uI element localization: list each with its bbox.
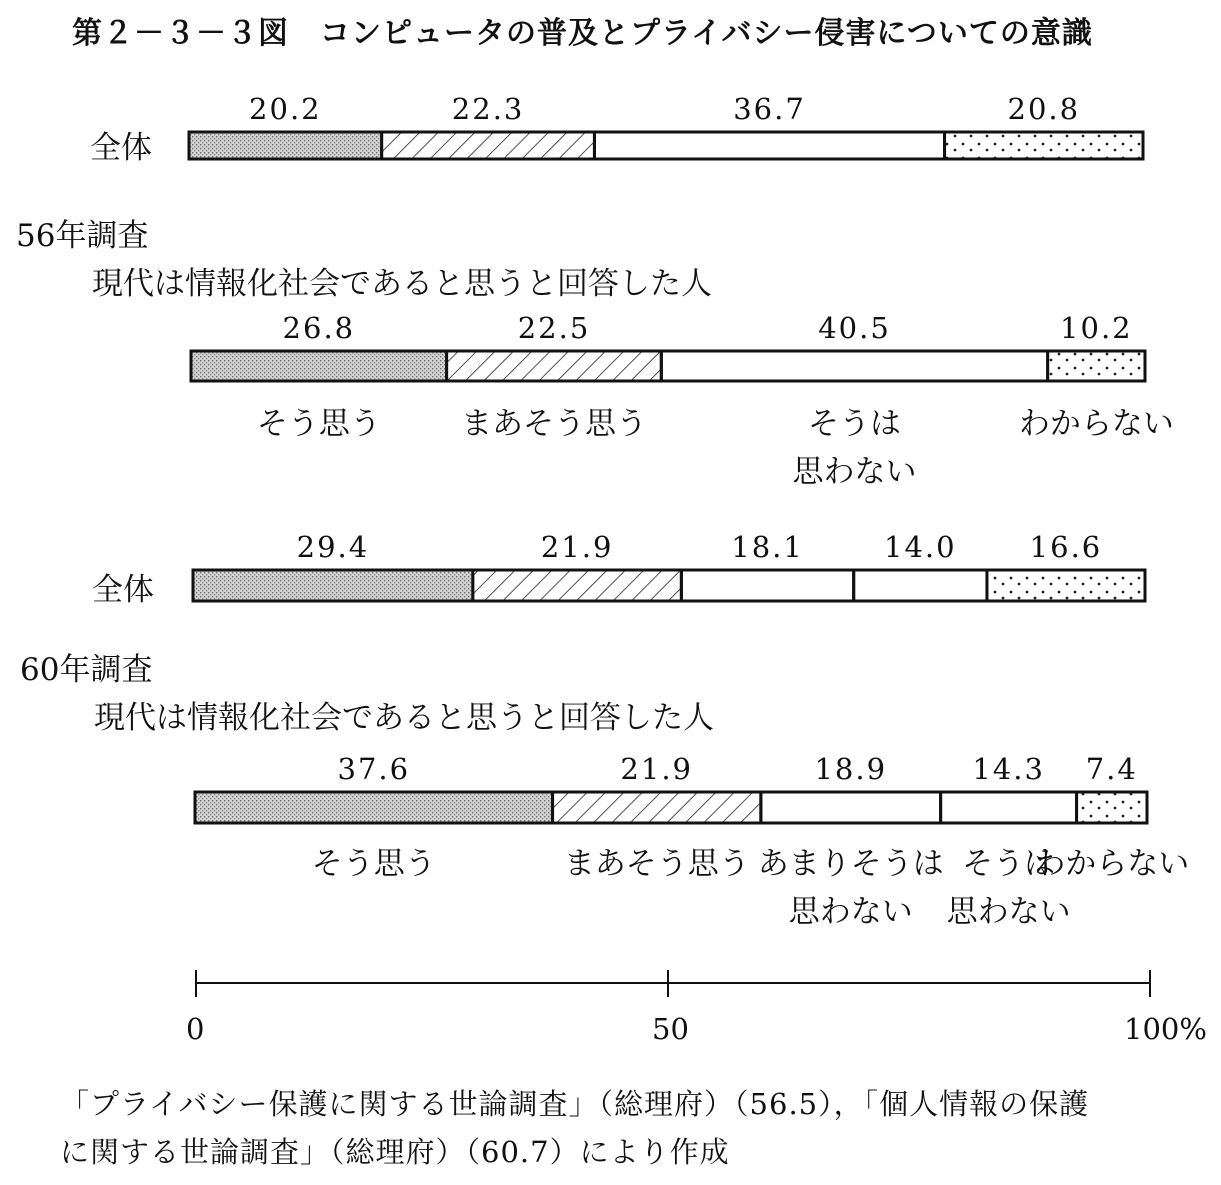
category-label-56-1: まあそう思う xyxy=(460,406,647,442)
axis-tick-label-100: 100% xyxy=(1124,1012,1207,1046)
data-label-56-row1-seg2: 40.5 xyxy=(818,311,891,345)
bar-segment-60-row0-seg2 xyxy=(681,570,853,601)
category-label-60-2: あまりそうは 思わない xyxy=(757,846,944,930)
data-label-56-row0-seg3: 20.8 xyxy=(1007,92,1081,126)
data-label-60-row1-seg1: 21.9 xyxy=(620,752,694,786)
subgroup-label-56: 現代は情報化社会であると思うと回答した人 xyxy=(92,266,712,302)
bar-segment-60-row1-seg2 xyxy=(761,792,941,823)
axis-tick-label-0: 0 xyxy=(186,1012,205,1046)
bar-segment-56-row1-seg2 xyxy=(661,351,1047,381)
bar-segment-56-row0-seg3 xyxy=(945,132,1143,159)
chart-title: 第２－３－３図 コンピュータの普及とプライバシー侵害についての意識 xyxy=(72,16,1093,51)
bar-segment-60-row0-seg0 xyxy=(193,570,473,601)
data-label-56-row0-seg1: 22.3 xyxy=(451,92,525,126)
category-label-56-2: そうは 思わない xyxy=(792,406,917,490)
category-label-56-0: そう思う xyxy=(256,406,381,442)
data-label-60-row1-seg2: 18.9 xyxy=(814,752,888,786)
category-label-60-0: そう思う xyxy=(311,846,436,882)
data-label-60-row0-seg3: 14.0 xyxy=(884,530,957,564)
category-label-60-4: わからない xyxy=(1034,846,1190,882)
data-label-60-row1-seg3: 14.3 xyxy=(972,752,1045,786)
data-label-56-row0-seg2: 36.7 xyxy=(733,92,806,126)
category-label-60-1: まあそう思う xyxy=(563,846,750,882)
survey-label-56: 56年調査 xyxy=(16,218,149,254)
data-label-60-row1-seg4: 7.4 xyxy=(1085,752,1138,786)
data-label-60-row0-seg0: 29.4 xyxy=(296,530,370,564)
bar-segment-56-row0-seg0 xyxy=(189,132,382,159)
bar-segment-56-row0-seg2 xyxy=(594,132,944,159)
row-label-56-all: 全体 xyxy=(90,130,152,166)
row-label-60-all: 全体 xyxy=(92,572,154,608)
source-note-line-2: に関する世論調査」（総理府）（60.7）により作成 xyxy=(60,1135,730,1169)
subgroup-label-60: 現代は情報化社会であると思うと回答した人 xyxy=(94,700,714,736)
data-label-56-row1-seg0: 26.8 xyxy=(282,311,356,345)
category-label-56-3: わからない xyxy=(1018,406,1174,442)
data-label-60-row0-seg1: 21.9 xyxy=(540,530,614,564)
data-label-60-row0-seg4: 16.6 xyxy=(1029,530,1103,564)
bar-segment-60-row1-seg0 xyxy=(195,792,553,823)
bar-segment-56-row1-seg1 xyxy=(447,351,662,381)
bar-segment-56-row1-seg0 xyxy=(191,351,447,381)
bar-segment-56-row0-seg1 xyxy=(382,132,595,159)
bar-segment-56-row1-seg3 xyxy=(1048,351,1145,381)
bar-segment-60-row1-seg1 xyxy=(553,792,761,823)
bar-segment-60-row0-seg1 xyxy=(473,570,681,601)
survey-label-60: 60年調査 xyxy=(20,652,153,688)
data-label-56-row0-seg0: 20.2 xyxy=(249,92,322,126)
data-label-56-row1-seg1: 22.5 xyxy=(517,311,591,345)
source-note-line-1: 「プライバシー保護に関する世論調査」（総理府）（56.5），「個人情報の保護 xyxy=(60,1087,1090,1121)
bar-segment-60-row1-seg4 xyxy=(1077,792,1147,823)
data-label-60-row1-seg0: 37.6 xyxy=(337,752,411,786)
data-label-56-row1-seg3: 10.2 xyxy=(1060,311,1133,345)
bar-segment-60-row0-seg3 xyxy=(854,570,987,601)
x-axis xyxy=(196,970,1150,997)
data-label-60-row0-seg2: 18.1 xyxy=(731,530,804,564)
category-label-60-3: そうは 思わない xyxy=(946,846,1071,930)
axis-tick-label-50: 50 xyxy=(652,1012,689,1046)
bar-segment-60-row1-seg3 xyxy=(941,792,1077,823)
bar-segment-60-row0-seg4 xyxy=(987,570,1145,601)
